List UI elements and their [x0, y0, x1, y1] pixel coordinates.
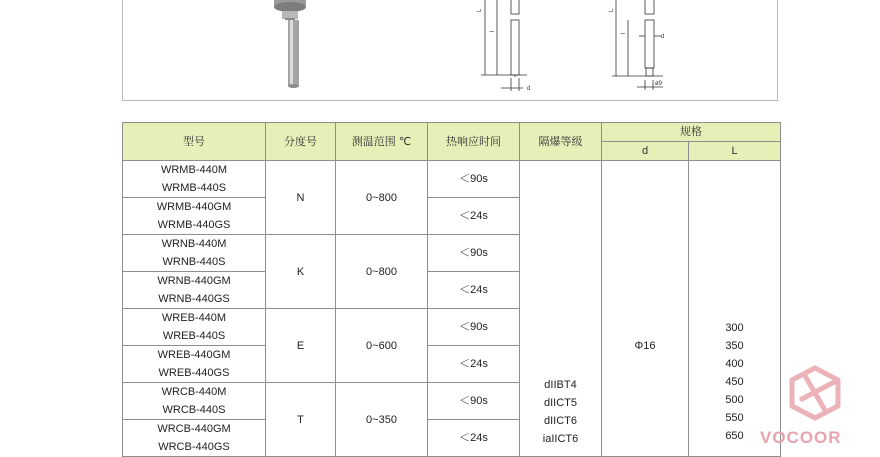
header-spec: 规格 [602, 123, 781, 142]
model-cell: WRCB-440GM WRCB-440GS [123, 420, 266, 457]
dimension-drawing-1 [481, 0, 527, 91]
header-response: 热响应时间 [428, 123, 520, 161]
range-cell: 0~600 [336, 309, 428, 383]
header-range: 测温范围 ℃ [336, 123, 428, 161]
model-cell: WREB-440M WREB-440S [123, 309, 266, 346]
graduation-cell: N [266, 161, 336, 235]
L-values-cell: 300 350 400 450 500 550 650 [689, 161, 781, 457]
table-row [123, 161, 781, 198]
dim-l-label-1: l [490, 30, 496, 32]
response-cell: ＜24s [428, 198, 520, 235]
spec-table [122, 122, 781, 457]
response-cell: ＜90s [428, 383, 520, 420]
header-explosion: 隔爆等级 [520, 123, 602, 161]
product-diagram-frame [122, 0, 778, 101]
dim-L-label-2: L [609, 8, 615, 12]
model-cell: WRMB-440GM WRMB-440GS [123, 198, 266, 235]
response-cell: ＜90s [428, 309, 520, 346]
dim-l-label-2: l [621, 32, 627, 34]
brand-name: VOCOOR [760, 428, 842, 447]
header-spec-L: L [689, 142, 781, 161]
dim-L-label-1: L [477, 8, 483, 12]
model-cell: WREB-440GM WREB-440GS [123, 346, 266, 383]
header-spec-d: d [602, 142, 689, 161]
model-cell: WRNB-440GM WRNB-440GS [123, 272, 266, 309]
range-cell: 0~800 [336, 161, 428, 235]
dim-d-label-2: d [661, 34, 665, 40]
response-cell: ＜24s [428, 272, 520, 309]
model-cell: WRNB-440M WRNB-440S [123, 235, 266, 272]
range-cell: 0~350 [336, 383, 428, 457]
d-value-cell: Φ16 [602, 161, 689, 457]
product-diagram [123, 0, 779, 101]
range-cell: 0~800 [336, 235, 428, 309]
model-cell: WRCB-440M WRCB-440S [123, 383, 266, 420]
thermocouple-photo [274, 0, 306, 88]
graduation-cell: K [266, 235, 336, 309]
explosion-cell: dIIBT4 dIICT5 dIICT6 iaIICT6 [520, 161, 602, 457]
header-graduation: 分度号 [266, 123, 336, 161]
dim-d-label-1: d [527, 86, 531, 92]
dim-phi9-label: ø9 [655, 81, 663, 87]
response-cell: ＜24s [428, 420, 520, 457]
graduation-cell: E [266, 309, 336, 383]
graduation-cell: T [266, 383, 336, 457]
response-cell: ＜90s [428, 235, 520, 272]
response-cell: ＜24s [428, 346, 520, 383]
model-cell: WRMB-440M WRMB-440S [123, 161, 266, 198]
header-model: 型号 [123, 123, 266, 161]
response-cell: ＜90s [428, 161, 520, 198]
dimension-drawing-2 [612, 0, 663, 90]
